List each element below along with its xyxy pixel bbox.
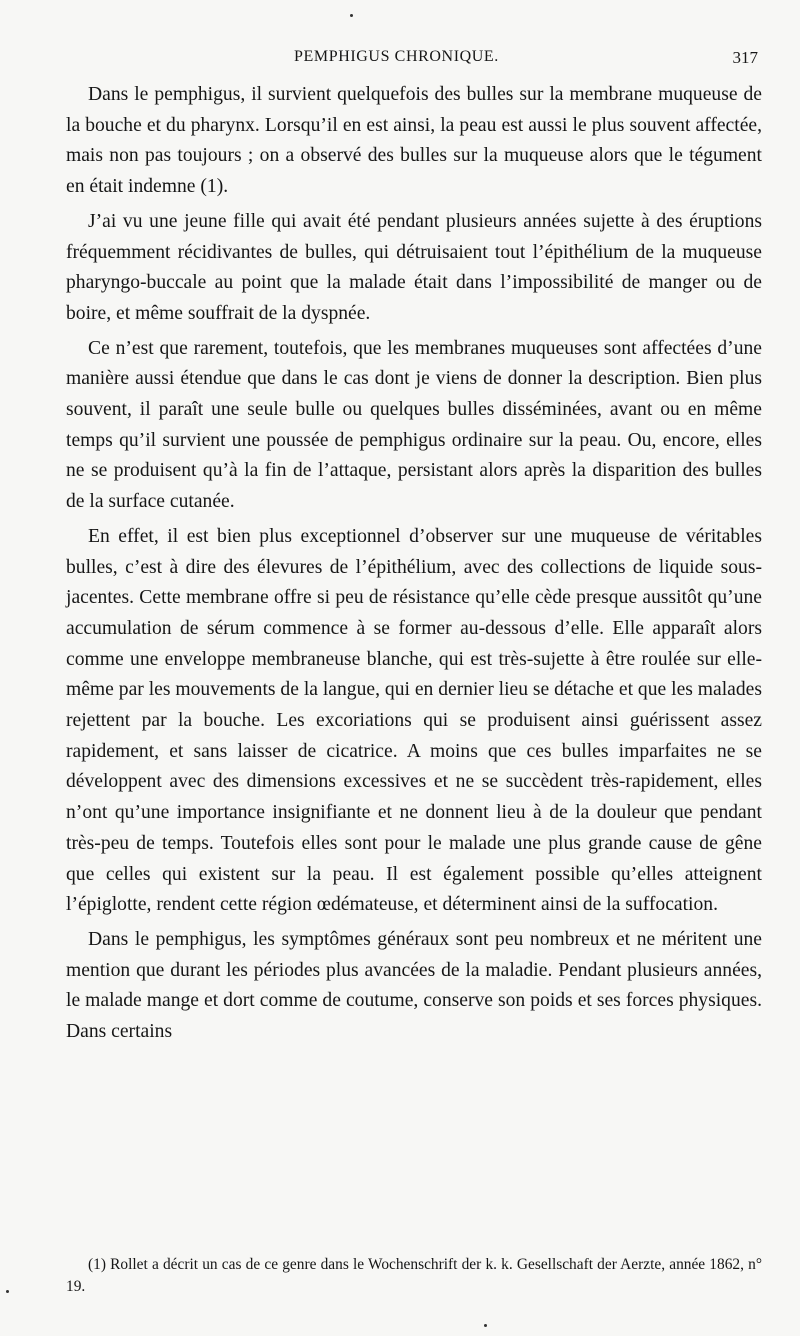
body-text [66, 80, 762, 1052]
paragraph: Dans le pemphigus, il survient quelquefois des bulles sur la membrane muqueuse de la bouche et du pharynx. Lorsqu’il en est ainsi, la peau est aussi le plus souvent affectée, mais non pas toujours ; on a observé des bulles sur la muqueuse alors que le tégument en était indemne (1). [66, 84, 762, 198]
print-speck [484, 1324, 487, 1327]
footnote: (1) Rollet a décrit un cas de ce genre dans le Wochenschrift der k. k. Gesellschaft der Aerzte, année 1862, n° 19. [66, 1256, 762, 1295]
print-speck [6, 1290, 9, 1293]
paragraph: J’ai vu une jeune fille qui avait été pendant plusieurs années sujette à des éruptions fréquemment récidivantes de bulles, qui détruisaient tout l’épithélium de la muqueuse pharyngo-buccale au point que la malade était dans l’impossibilité de manger ou de boire, et même souffrait de la dyspnée. [66, 210, 762, 324]
running-head: PEMPHIGUS CHRONIQUE. [294, 48, 499, 65]
print-speck [350, 14, 353, 17]
footnotes [66, 1254, 762, 1298]
page-number: 317 [732, 48, 758, 67]
paragraph: En effet, il est bien plus exceptionnel d’observer sur une muqueuse de véritables bulles, c’est à dire des élevures de l’épithélium, avec des collections de liquide sous-jacentes. Cette membrane offre si peu de résistance qu’elle cède presque aussitôt qu’une accumulation de sérum commence à se former au-dessous d’elle. Elle apparaît alors comme une enveloppe membraneuse blanche, qui est très-sujette à être roulée sur elle-même par les mouvements de la langue, qui en dernier lieu se détache et que les malades rejettent par la bouche. Les excoriations qui se produisent ainsi guérissent assez rapidement, et sans laisser de cicatrice. A moins que ces bulles imparfaites ne se développent avec des dimensions excessives et ne se succèdent très-rapidement, elles n’ont qu’une importance insignifiante et ne donnent lieu à de la douleur que pendant très-peu de temps. Toutefois elles sont pour le malade une plus grande cause de gêne que celles qui existent sur la peau. Il est également possible qu’elles atteignent l’épiglotte, rendent cette région œdémateuse, et déterminent ainsi de la suffocation. [66, 525, 762, 916]
paragraph: Dans le pemphigus, les symptômes généraux sont peu nombreux et ne méritent une mention que durant les périodes plus avancées de la maladie. Pendant plusieurs années, le malade mange et dort comme de coutume, conserve son poids et ses forces physiques. Dans certains [66, 928, 762, 1043]
page-header [0, 48, 800, 70]
paragraph: Ce n’est que rarement, toutefois, que les membranes muqueuses sont affectées d’une manière aussi étendue que dans le cas dont je viens de donner la description. Bien plus souvent, il paraît une seule bulle ou quelques bulles disséminées, avant ou en même temps qu’il survient une poussée de pemphigus ordinaire sur la peau. Ou, encore, elles ne se produisent qu’à la fin de l’attaque, persistant alors après la disparition des bulles de la surface cutanée. [66, 337, 762, 513]
